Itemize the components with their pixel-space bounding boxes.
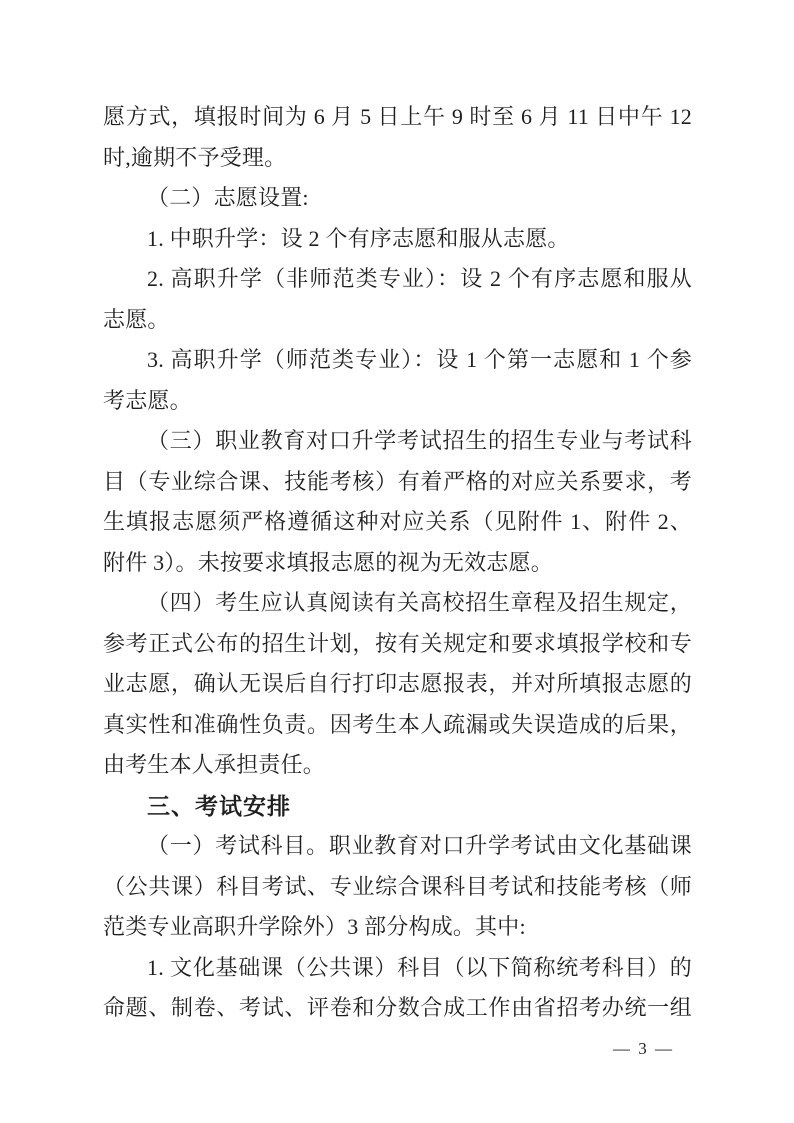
section-heading-exam-arrangement: 三、考试安排 (147, 792, 291, 819)
body-line: 附件 3）。未按要求填报志愿的视为无效志愿。 (103, 549, 553, 575)
body-line: 范类专业高职升学除外）3 部分构成。其中: (103, 914, 526, 939)
body-line: 目（专业综合课、技能考核）有着严格的对应关系要求，考 (103, 468, 692, 494)
document-body (103, 97, 692, 1029)
body-line: 3. 高职升学（师范类专业）：设 1 个第一志愿和 1 个参 (147, 347, 692, 372)
page-number: — 3 — (613, 1039, 674, 1058)
body-line: 生填报志愿须严格遵循这种对应关系（见附件 1、附件 2、 (103, 509, 692, 534)
body-line: （四）考生应认真阅读有关高校招生章程及招生规定， (147, 590, 692, 615)
body-line: 2. 高职升学（非师范类专业）：设 2 个有序志愿和服从 (147, 266, 692, 291)
body-line: 志愿。 (103, 306, 170, 332)
body-line: 时,逾期不予受理。 (103, 144, 287, 170)
body-line: 命题、制卷、考试、评卷和分数合成工作由省招考办统一组 (103, 995, 692, 1020)
body-line: 考志愿。 (103, 387, 192, 413)
body-line: 1. 文化基础课（公共课）科目（以下简称统考科目）的 (147, 954, 692, 980)
body-line: 真实性和准确性负责。因考生本人疏漏或失误造成的后果， (103, 711, 692, 737)
body-line: 愿方式，填报时间为 6 月 5 日上午 9 时至 6 月 11 日中午 12 (103, 104, 692, 129)
body-line: （一）考试科目。职业教育对口升学考试由文化基础课 (147, 833, 692, 858)
body-line: 参考正式公布的招生计划，按有关规定和要求填报学校和专 (103, 630, 692, 656)
body-line: 1. 中职升学：设 2 个有序志愿和服从志愿。 (147, 225, 570, 251)
body-line: 业志愿，确认无误后自行打印志愿报表，并对所填报志愿的 (103, 671, 692, 696)
body-line: （三）职业教育对口升学考试招生的招生专业与考试科 (147, 428, 692, 453)
body-line: （二）志愿设置: (147, 185, 309, 210)
body-line: 由考生本人承担责任。 (103, 752, 326, 777)
body-line: （公共课）科目考试、专业综合课科目考试和技能考核（师 (103, 873, 692, 899)
